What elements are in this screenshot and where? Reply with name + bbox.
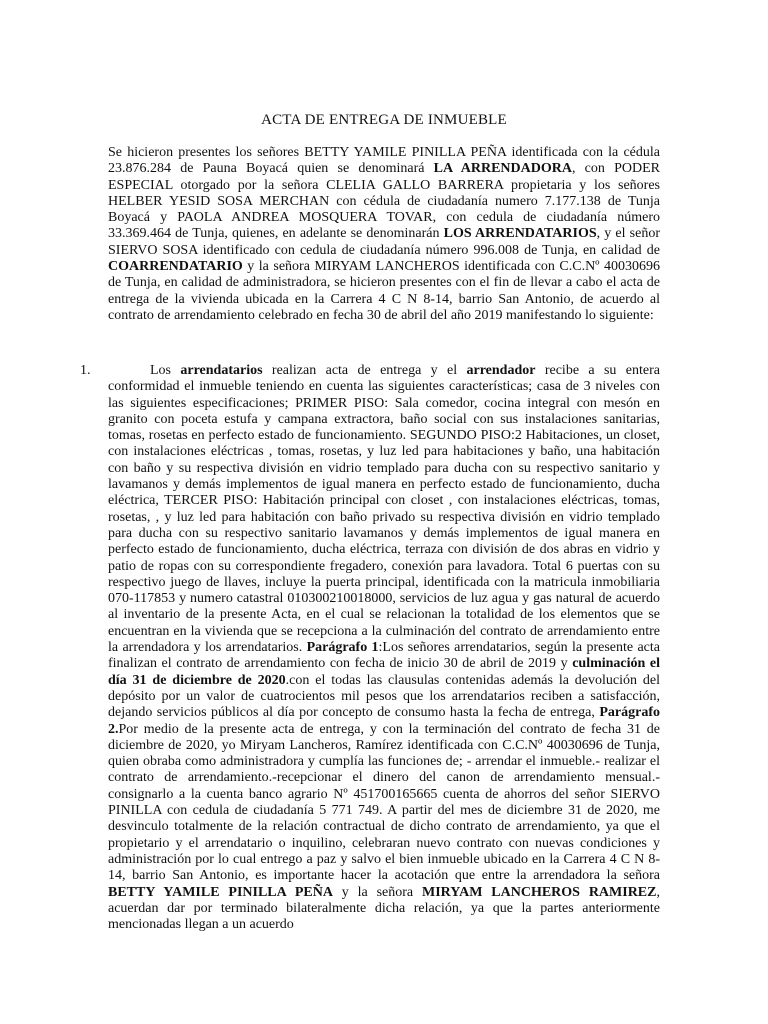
intro-text: , y el señor SIERVO SOSA identificado con cedula de ciudadanía número 996.008 de Tunja, en calidad de bbox=[108, 226, 660, 258]
intro-text: y la señora MIRYAM LANCHEROS identificada con C.C.Nº 40030696 de Tunja, en calidad de administradora, se hicieron presentes con el fin de llevar a cabo el acta de entrega de la vivienda ubicada en la Carrera 4 C N 8-14, barrio San Antonio, de acuerdo al contrato de arrendamiento celebrado en fecha 30 de abril del año 2019 manifestando lo siguiente: bbox=[108, 259, 660, 323]
paragrafo-1-label: Parágrafo 1 bbox=[306, 640, 379, 656]
item-text: Los bbox=[150, 363, 181, 378]
item-text: :Los señores arrendatarios, según la presente acta finalizan el contrato de arrendamiento con fecha de inicio 30 de abril de 2019 y bbox=[108, 640, 660, 672]
intro-bold-coarrendatario: COARRENDATARIO bbox=[108, 259, 243, 275]
intro-bold-arrendadora: LA ARRENDADORA bbox=[433, 161, 572, 177]
item-text: recibe a su entera conformidad el inmueble teniendo en cuenta las siguientes características; casa de 3 niveles con las siguientes especificaciones; PRIMER PISO: Sala comedor, cocina integral con mesón en granito con poceta estufa y campana extractora, baño social con sus instalaciones sanitarias, tomas, rosetas en perfecto estado de funcionamiento. SEGUNDO PISO:2 Habitaciones, un closet, con instalaciones eléctricas , tomas, rosetas, y luz led para habitaciones y baño, una habitación con baño y su respectiva división en vidrio templado para ducha con su respectivo sanitario y lavamanos y demás implementos de igual manera en perfecto estado de funcionamiento, ducha eléctrica, TERCER PISO: Habitación principal con closet , con instalaciones eléctricas, tomas, rosetas, , y luz led para habitación con baño privado su respectiva división en vidrio templado para ducha con su respectivo sanitario lavamanos y demás implementos de igual manera en perfecto estado de funcionamiento, ducha eléctrica, terraza con división de dos abras en vidrio y patio de ropas con su correspondiente fregadero, conexión para lavadora. Total 6 puertas con su respectivo juego de llaves, incluye la puerta principal, identificada con la matricula inmobiliaria 070-117853 y numero catastral 010300210018000, servicios de luz agua y gas natural de acuerdo al inventario de la presente Acta, en el cual se relacionan la totalidad de los elementos que se encuentran en la vivienda que se recepciona a la culminación del contrato de arrendamiento entre la arrendadora y los arrendatarios. bbox=[108, 363, 660, 656]
name-miryam: MIRYAM LANCHEROS RAMIREZ bbox=[422, 884, 657, 900]
name-betty: BETTY YAMILE PINILLA PEÑA bbox=[108, 884, 333, 900]
item-number: 1. bbox=[80, 363, 91, 378]
item-text: Por medio de la presente acta de entrega, y con la terminación del contrato de fecha 31 de diciembre de 2020, yo Miryam Lancheros, Ramírez identificada con C.C.Nº 40030696 de Tunja, quien obraba como administradora y cumplía las funciones de; - arrendar el inmueble.- realizar el contrato de arrendamiento.-recepcionar el dinero del canon de arrendamiento mensual.-consignarlo a la cuenta banco agrario Nº 451700165665 cuenta de ahorros del señor SIERVO PINILLA con cedula de ciudadanía 5 771 749. A partir del mes de diciembre 31 de 2020, me desvinculo totalmente de la relación contractual de dicho contrato de arrendamiento, ya que el propietario y el arrendatario o inquilino, celebraran nuevo contrato con nuevas condiciones y administración por lo cual entrego a paz y salvo el bien inmueble ubicado en la Carrera 4 C N 8-14, barrio San Antonio, es importante hacer la acotación que entre la arrendadora la señora bbox=[108, 721, 660, 884]
paragrafo-2-label: Parágrafo 2. bbox=[108, 705, 660, 737]
item-text: realizan acta de entrega y el bbox=[262, 363, 467, 378]
item-bold-arrendatarios: arrendatarios bbox=[180, 363, 263, 378]
intro-paragraph bbox=[108, 145, 660, 324]
culminacion-date: culminación el día 31 de diciembre de 2020 bbox=[108, 656, 660, 688]
intro-text: Se hicieron presentes los señores BETTY YAMILE PINILLA PEÑA identificada con la cédula 23.876.284 de Pauna Boyacá quien se denominará bbox=[108, 145, 660, 177]
intro-text: , con PODER ESPECIAL otorgado por la señora CLELIA GALLO BARRERA propietaria y los señores HELBER YESID SOSA MERCHAN con cédula de ciudadanía numero 7.177.138 de Tunja Boyacá y PAOLA ANDREA MOSQUERA TOVAR, con cedula de ciudadanía número 33.369.464 de Tunja, quienes, en adelante se denominarán bbox=[108, 161, 660, 242]
item-text: y la señora bbox=[332, 884, 422, 900]
item-text: .con el todas las clausulas contenidas además la devolución del depósito por un valor de cuatrocientos mil pesos que los arrendatarios reciben a satisfacción, dejando servicios públicos al día por concepto de consumo hasta la fecha de entrega, bbox=[108, 672, 660, 721]
item-1-paragraph bbox=[108, 363, 660, 933]
item-bold-arrendador: arrendador bbox=[466, 363, 536, 378]
intro-bold-arrendatarios: LOS ARRENDATARIOS bbox=[443, 226, 597, 242]
document-title: ACTA DE ENTREGA DE INMUEBLE bbox=[261, 112, 507, 128]
item-text: , acuerdan dar por terminado bilateralmente dicha relación, ya que la partes anteriormente mencionadas llegan a un acuerdo bbox=[108, 884, 660, 933]
